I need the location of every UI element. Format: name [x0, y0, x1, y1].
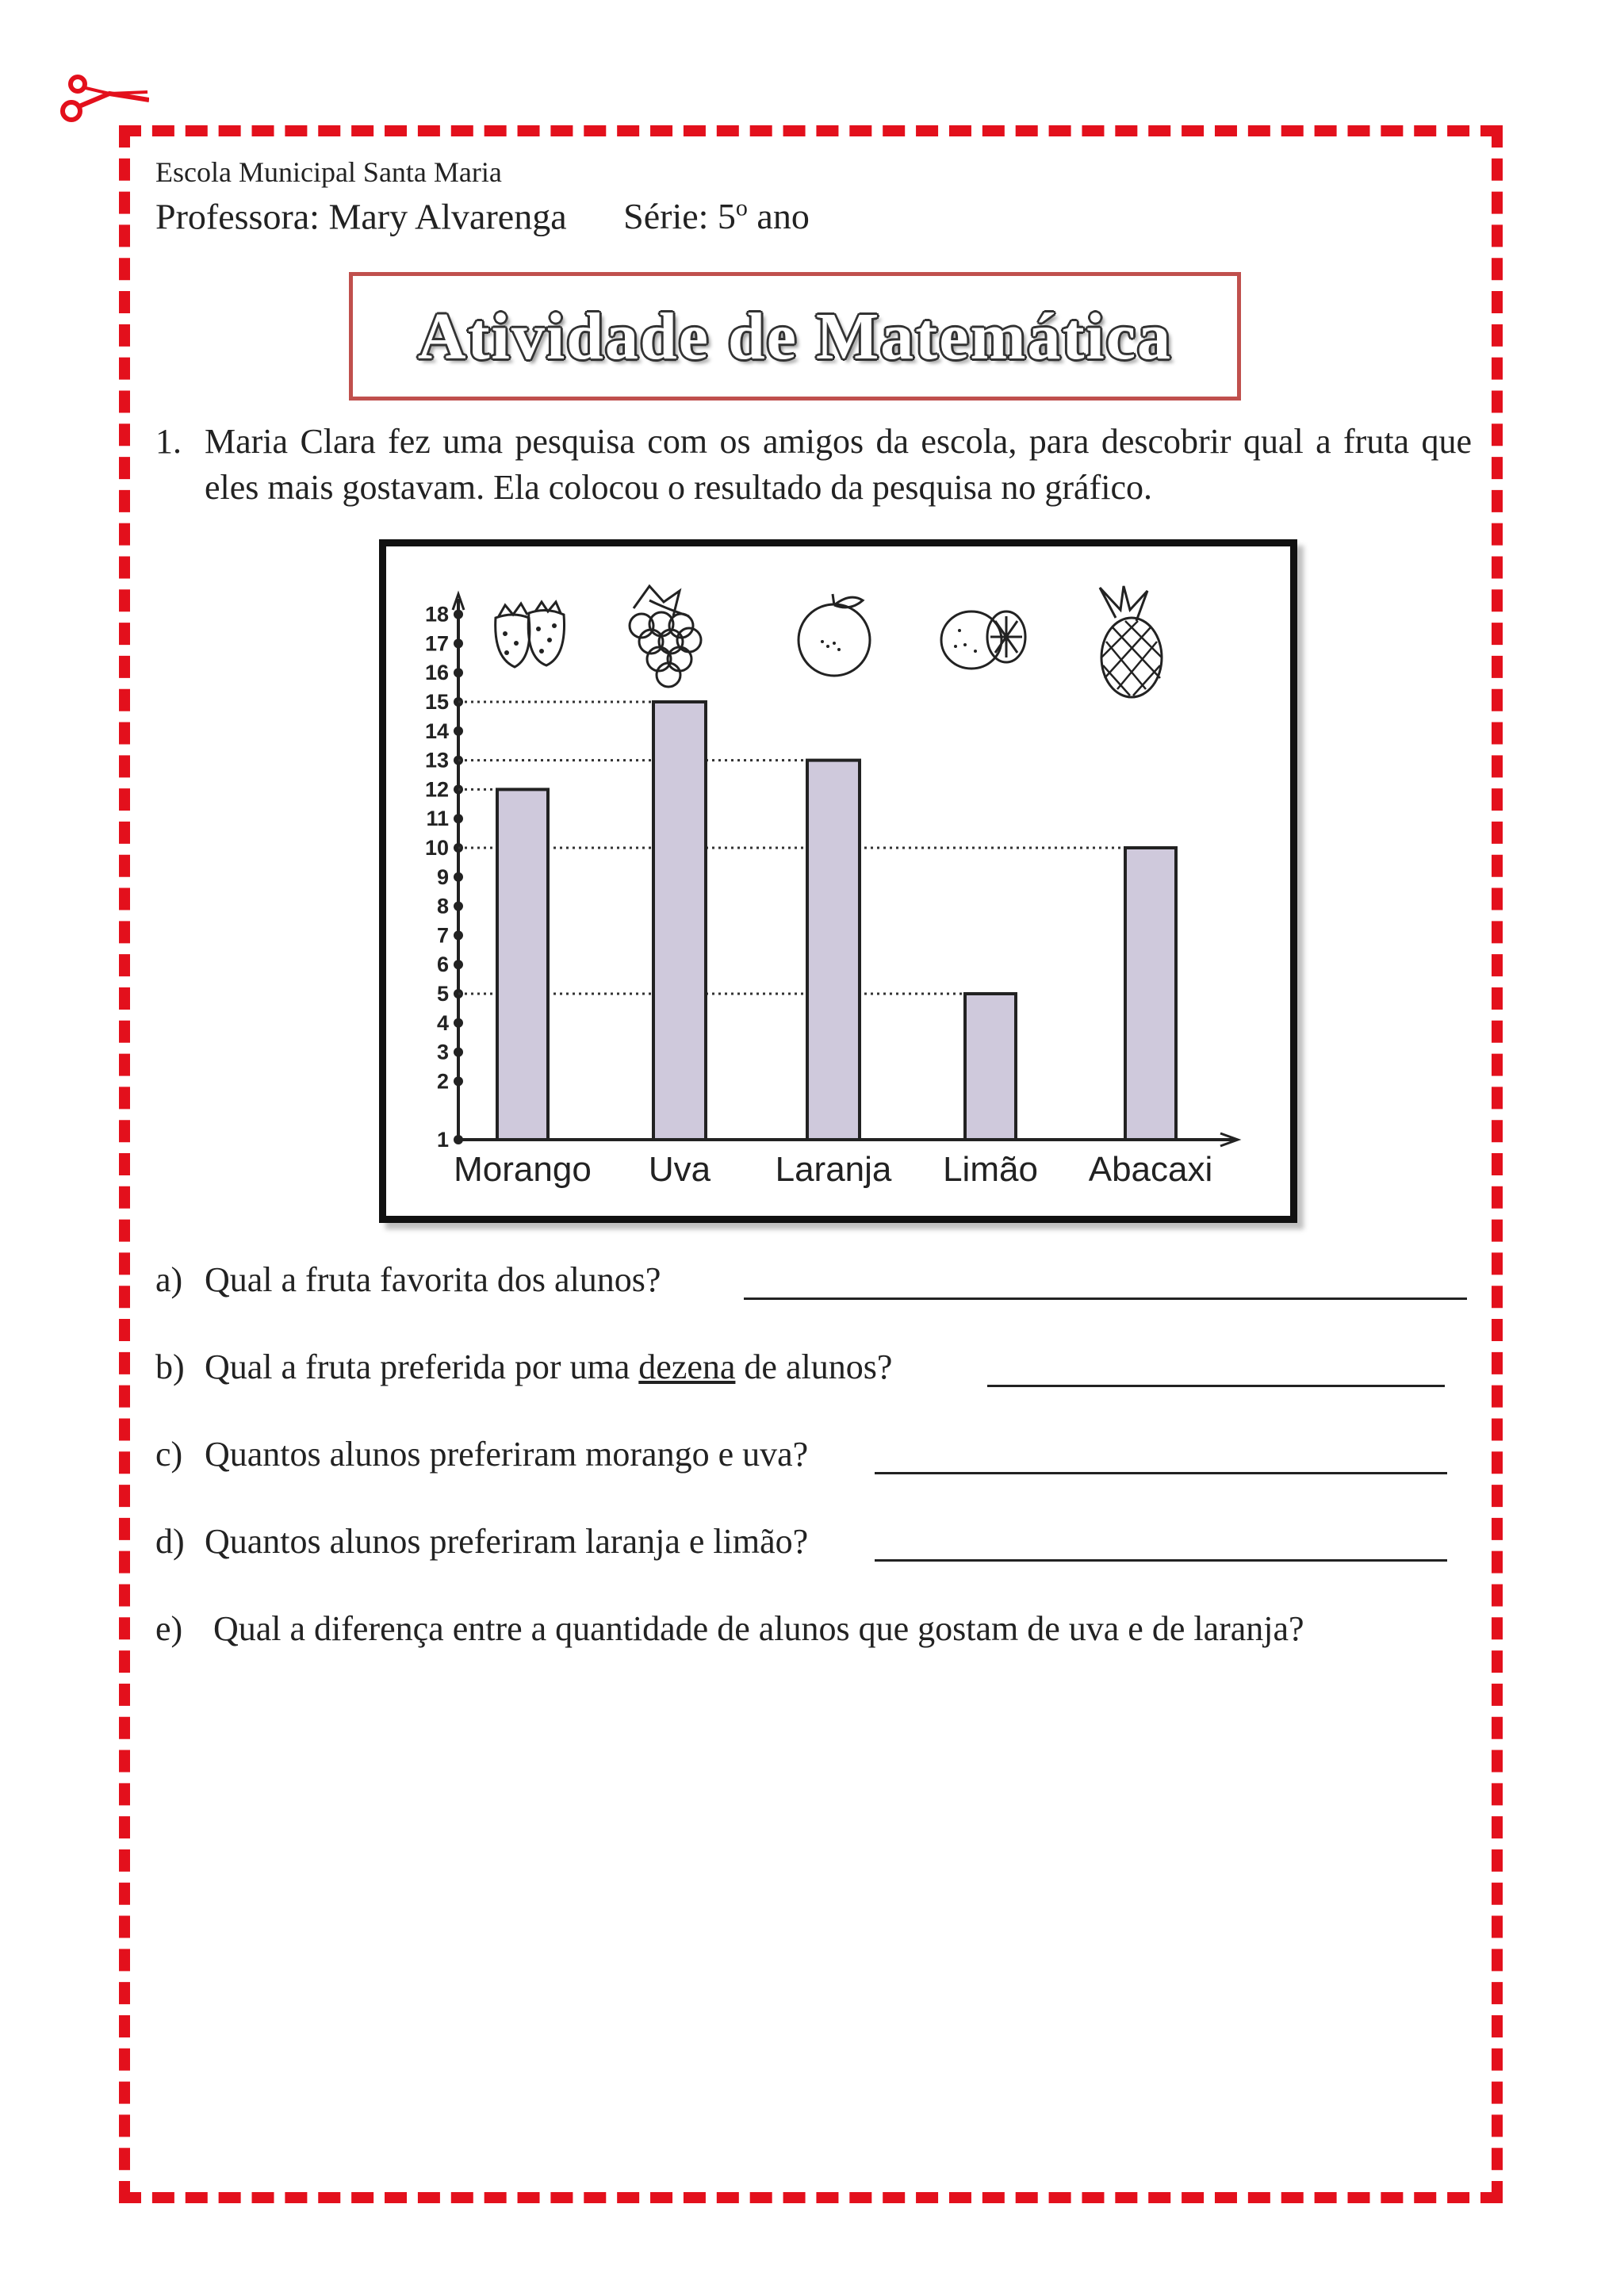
y-tick	[454, 902, 463, 911]
bar	[807, 761, 860, 1140]
y-tick	[454, 726, 463, 736]
subquestion-d-text: Quantos alunos preferiram laranja e limão?	[205, 1522, 809, 1561]
scissors-icon	[54, 70, 149, 125]
y-tick	[454, 960, 463, 969]
fruit-bar-chart	[379, 539, 1297, 1223]
y-tick-label: 5	[436, 982, 449, 1006]
chart-svg	[386, 546, 1290, 1216]
y-tick-label: 14	[424, 719, 449, 743]
y-tick-label: 2	[436, 1069, 449, 1094]
subquestion-a-text: Qual a fruta favorita dos alunos?	[205, 1260, 661, 1299]
y-tick-label: 13	[424, 748, 449, 772]
y-tick-label: 7	[436, 923, 449, 948]
grapes-icon	[630, 586, 701, 687]
y-tick-label: 3	[436, 1040, 449, 1064]
y-tick	[454, 814, 463, 823]
bar	[965, 994, 1016, 1140]
subquestion-c-text: Quantos alunos preferiram morango e uva?	[205, 1435, 809, 1474]
bar	[1125, 848, 1176, 1140]
y-tick-label: 4	[436, 1010, 449, 1035]
y-tick-label: 8	[436, 894, 449, 918]
subquestion-d: d) Quantos alunos preferiram laranja e limão?	[155, 1522, 809, 1561]
subquestion-c: c) Quantos alunos preferiram morango e uva?	[155, 1435, 809, 1474]
y-tick	[454, 1018, 463, 1028]
answer-line-a[interactable]	[744, 1297, 1467, 1300]
y-tick-label: 15	[424, 690, 449, 714]
y-tick-label: 6	[436, 953, 449, 977]
subquestion-b: b) Qual a fruta preferida por uma dezena de alunos?	[155, 1347, 893, 1386]
y-tick-label: 12	[424, 777, 449, 802]
answer-line-b[interactable]	[987, 1385, 1445, 1387]
x-tick-label: Laranja	[775, 1150, 892, 1189]
subquestion-e-text: Qual a diferença entre a quantidade de alunos que gostam de uva e de laranja?	[205, 1609, 1304, 1648]
orange-icon	[799, 594, 870, 676]
y-tick	[454, 930, 463, 940]
serie-label: Série: 5$^o$ ano	[623, 195, 810, 237]
y-tick-label: 1	[436, 1128, 449, 1152]
question-text: Maria Clara fez uma pesquisa com os amigos da escola, para descobrir qual a fruta que eles mais gostavam. Ela colocou o resultado da pesquisa no gráfico.	[205, 422, 1472, 507]
underlined-word: dezena	[638, 1347, 736, 1386]
bar	[497, 789, 548, 1140]
answer-line-c[interactable]	[875, 1472, 1447, 1474]
activity-title-box	[349, 272, 1241, 401]
y-tick	[454, 872, 463, 882]
teacher-line	[155, 195, 810, 237]
y-tick	[454, 668, 463, 677]
strawberry-icon	[496, 602, 565, 667]
y-tick-label: 17	[424, 631, 449, 656]
x-tick-label: Uva	[648, 1150, 711, 1189]
y-tick	[454, 1135, 463, 1144]
subquestion-a: a) Qual a fruta favorita dos alunos?	[155, 1260, 661, 1299]
pineapple-icon	[1100, 586, 1162, 697]
y-tick-label: 9	[436, 864, 449, 889]
y-tick	[454, 1048, 463, 1057]
subquestion-e: e) Qual a diferença entre a quantidade de alunos que gostam de uva e de laranja?	[155, 1609, 1304, 1648]
bar	[653, 702, 706, 1140]
y-tick	[454, 638, 463, 648]
lime-icon	[941, 611, 1025, 669]
y-tick-label: 11	[426, 807, 449, 831]
x-tick-label: Limão	[943, 1150, 1038, 1189]
question-number: 1.	[155, 422, 182, 461]
x-tick-label: Morango	[454, 1150, 592, 1189]
question-1	[155, 419, 1472, 511]
x-tick-label: Abacaxi	[1088, 1150, 1213, 1189]
y-tick-label: 16	[424, 661, 449, 685]
teacher-name: Professora: Mary Alvarenga	[155, 196, 567, 237]
y-tick-label: 10	[424, 836, 449, 860]
answer-line-d[interactable]	[875, 1559, 1447, 1562]
y-tick-label: 18	[424, 602, 449, 627]
school-name: Escola Municipal Santa Maria	[155, 156, 502, 188]
y-tick	[454, 610, 463, 619]
activity-title: Atividade de Matemática	[417, 299, 1173, 374]
y-tick	[454, 1076, 463, 1086]
